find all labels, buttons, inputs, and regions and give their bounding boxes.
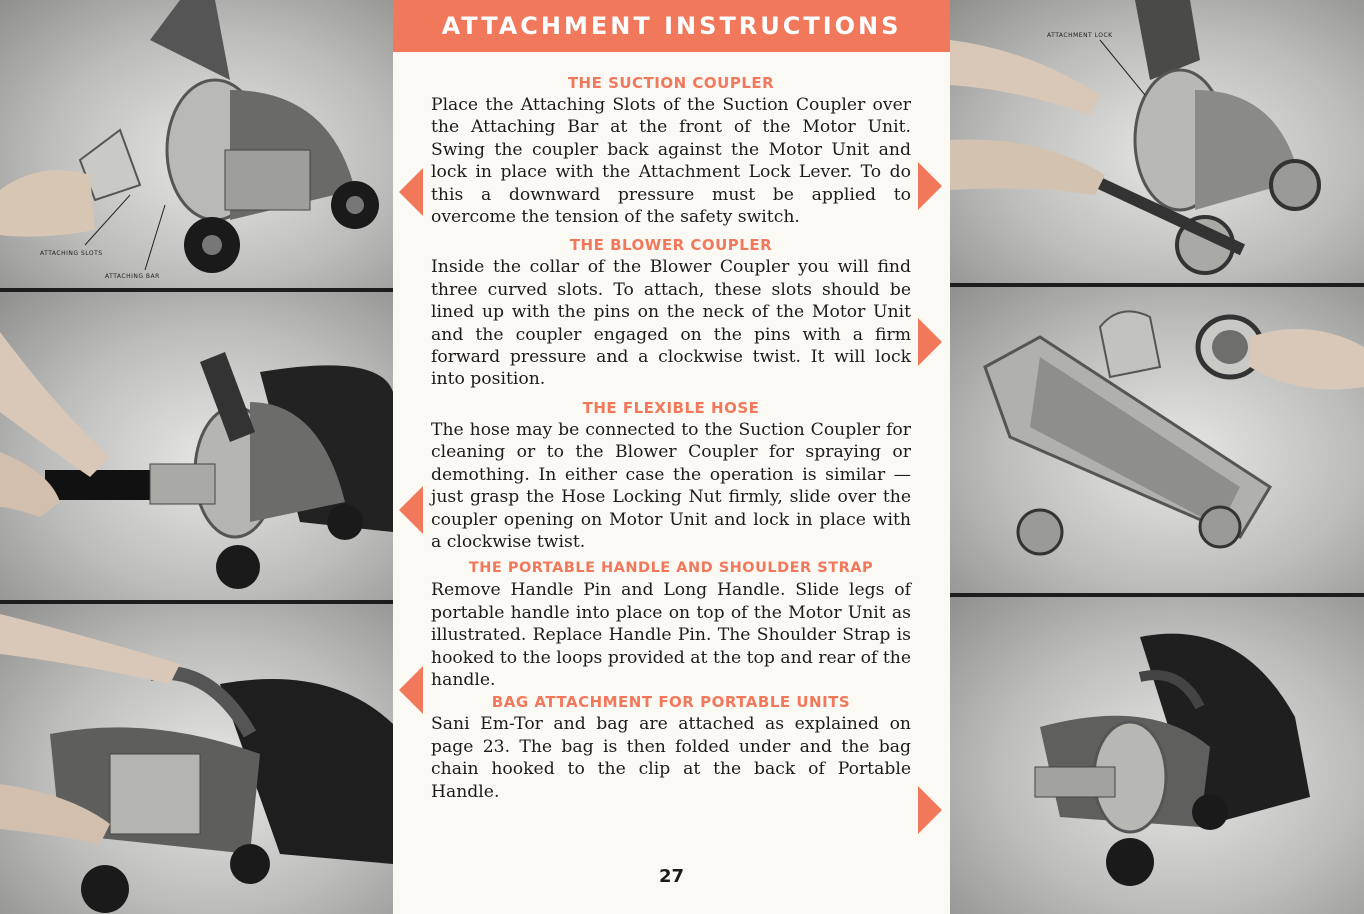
page-number: 27 bbox=[658, 866, 685, 887]
page-banner: ATTACHMENT INSTRUCTIONS bbox=[393, 0, 950, 52]
para-bag-attachment: Sani Em-Tor and bag are attached as explained on page 23. The bag is then folded under and the bag chain hooked to the clip at the back of Portable Handle. bbox=[431, 714, 911, 802]
heading-flexible-hose: THE FLEXIBLE HOSE bbox=[582, 398, 760, 417]
blower-coupler-illustration bbox=[950, 287, 1364, 593]
arrow-left-icon bbox=[399, 666, 423, 714]
heading-blower-coupler: THE BLOWER COUPLER bbox=[569, 236, 773, 255]
instructions-text bbox=[431, 72, 911, 803]
para-suction-coupler: Place the Attaching Slots of the Suction Coupler over the Attaching Bar at the front of the Motor Unit. Swing the coupler back against the Motor Unit and lock in place with the Attachment Lock Lever. To do this a downward pressure must be applied to overcome the tension of the safety switch. bbox=[431, 95, 911, 228]
label-attaching-slots: ATTACHING SLOTS bbox=[40, 250, 103, 257]
arrow-right-icon bbox=[918, 318, 942, 366]
para-blower-coupler: Inside the collar of the Blower Coupler you will find three curved slots. To attach, these slots should be lined up with the pins on the neck of the Motor Unit and the coupler engaged on the pins with a firm forward pressure and a clockwise twist. It will lock into position. bbox=[431, 257, 911, 390]
left-photo-column bbox=[0, 0, 393, 914]
attachment-lock-illustration bbox=[950, 0, 1364, 283]
photo-bag-attachment bbox=[950, 597, 1364, 914]
heading-portable-handle: THE PORTABLE HANDLE AND SHOULDER STRAP bbox=[468, 560, 874, 577]
bag-attachment-illustration bbox=[950, 597, 1364, 914]
vacuum-motor-illustration bbox=[0, 0, 393, 288]
photo-suction-coupler bbox=[0, 0, 393, 288]
heading-bag-attachment: BAG ATTACHMENT FOR PORTABLE UNITS bbox=[491, 693, 851, 712]
photo-portable-handle bbox=[0, 604, 393, 914]
para-flexible-hose: The hose may be connected to the Suction Coupler for cleaning or to the Blower Coupler for spraying or demothing. In either case the operation is similar — just grasp the Hose Locking Nut firmly, slide over the coupler opening on Motor Unit and lock in place with a clockwise twist. bbox=[431, 419, 911, 552]
label-attaching-bar: ATTACHING BAR bbox=[105, 273, 160, 280]
heading-suction-coupler: THE SUCTION COUPLER bbox=[567, 74, 775, 92]
hose-attachment-illustration bbox=[0, 292, 393, 600]
right-photo-column bbox=[950, 0, 1364, 914]
photo-flexible-hose bbox=[0, 292, 393, 600]
para-portable-handle: Remove Handle Pin and Long Handle. Slide legs of portable handle into place on top of the Motor Unit as illustrated. Replace Handle Pin. The Shoulder Strap is hooked to the loops provided at the top and rear of the handle. bbox=[431, 580, 911, 690]
portable-handle-illustration bbox=[0, 604, 393, 914]
photo-attachment-lock bbox=[950, 0, 1364, 283]
instructions-page bbox=[393, 0, 950, 914]
label-attachment-lock: ATTACHMENT LOCK bbox=[1047, 32, 1113, 39]
arrow-left-icon bbox=[399, 168, 423, 216]
photo-blower-coupler bbox=[950, 287, 1364, 593]
arrow-right-icon bbox=[918, 786, 942, 834]
arrow-right-icon bbox=[918, 162, 942, 210]
arrow-left-icon bbox=[399, 486, 423, 534]
